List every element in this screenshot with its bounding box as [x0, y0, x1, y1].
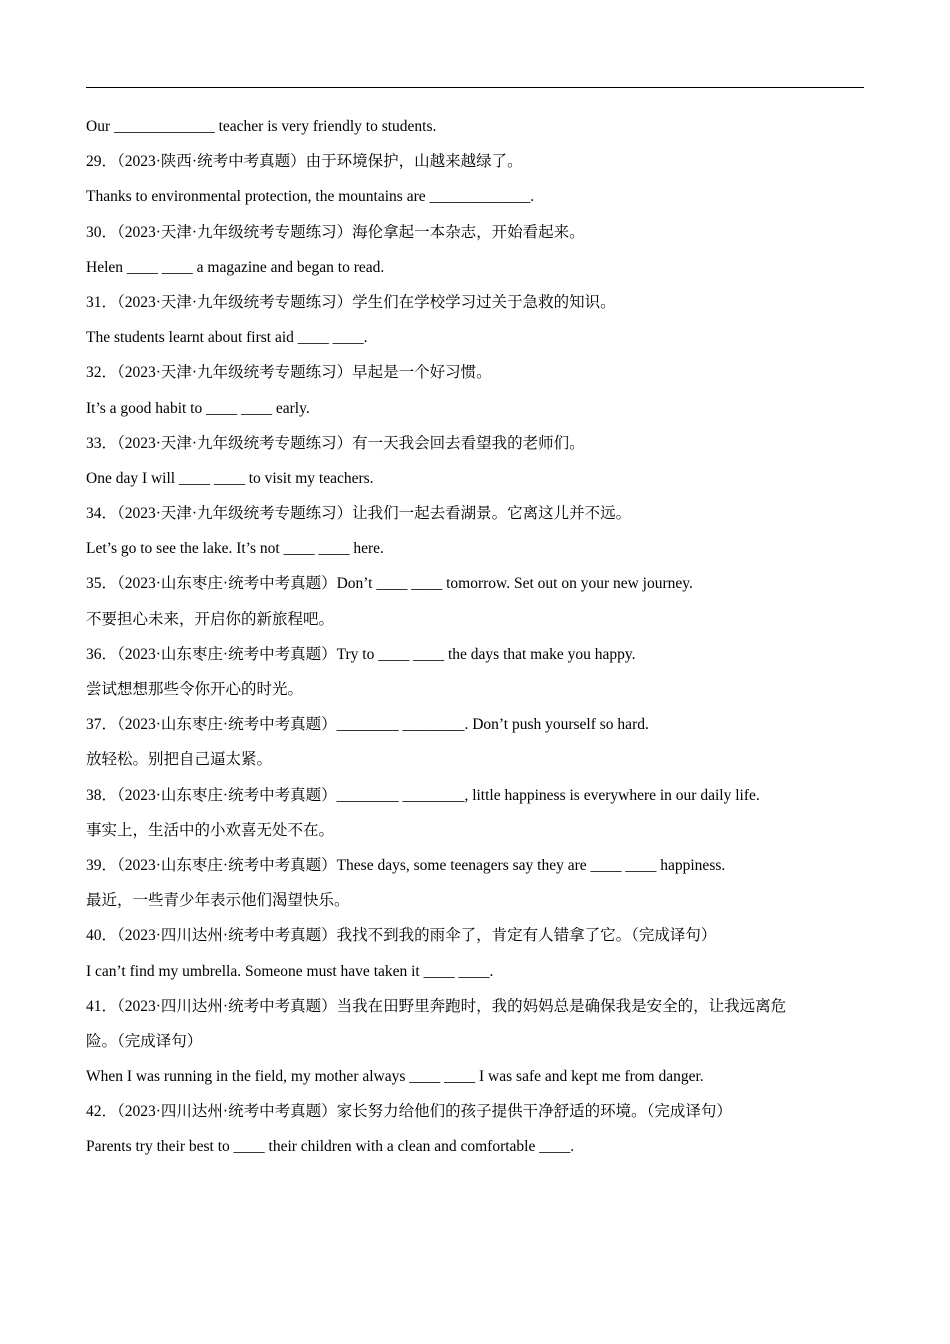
- text-line: 36．（2023·山东枣庄·统考中考真题）Try to ____ ____ the days that make you happy.: [86, 645, 636, 663]
- text-line: 40．（2023·四川达州·统考中考真题）我找不到我的雨伞了，肯定有人错拿了它。（完成译句）: [86, 927, 717, 945]
- exercise-lines: [86, 109, 864, 1165]
- text-line: It’s a good habit to ____ ____ early.: [86, 399, 310, 417]
- text-line: Helen ____ ____ a magazine and began to read.: [86, 258, 385, 276]
- text-line: 33．（2023·天津·九年级统考专题练习）有一天我会回去看望我的老师们。: [86, 434, 585, 452]
- text-line: Let’s go to see the lake. It’s not ____ ____ here.: [86, 540, 384, 558]
- text-line: 尝试想想那些令你开心的时光。: [86, 681, 304, 698]
- text-line: 34．（2023·天津·九年级统考专题练习）让我们一起去看湖景。它离这儿并不远。: [86, 505, 632, 523]
- text-line: 32．（2023·天津·九年级统考专题练习）早起是一个好习惯。: [86, 364, 492, 382]
- text-line: The students learnt about first aid ____ ____.: [86, 329, 368, 347]
- text-line: 29．（2023·陕西·统考中考真题）由于环境保护，山越来越绿了。: [86, 153, 523, 171]
- text-line: 险。（完成译句）: [86, 1032, 203, 1050]
- text-line: 放轻松。别把自己逼太紧。: [86, 751, 273, 769]
- text-line: 35．（2023·山东枣庄·统考中考真题）Don’t ____ ____ tomorrow. Set out on your new journey.: [86, 575, 693, 593]
- text-line: When I was running in the field, my mother always ____ ____ I was safe and kept me from danger.: [86, 1068, 704, 1086]
- header-rule: [86, 87, 864, 88]
- text-line: 最近，一些青少年表示他们渴望快乐。: [86, 892, 350, 910]
- text-line: 41．（2023·四川达州·统考中考真题）当我在田野里奔跑时，我的妈妈总是确保我是安全的，让我远离危: [86, 997, 787, 1015]
- text-line: 30．（2023·天津·九年级统考专题练习）海伦拿起一本杂志，开始看起来。: [86, 223, 585, 241]
- text-line: 31．（2023·天津·九年级统考专题练习）学生们在学校学习过关于急救的知识。: [86, 293, 616, 311]
- text-line: Our _____________ teacher is very friendly to students.: [86, 118, 437, 135]
- text-line: Thanks to environmental protection, the mountains are _____________.: [86, 188, 535, 206]
- text-line: 39．（2023·山东枣庄·统考中考真题）These days, some teenagers say they are ____ ____ happiness.: [86, 856, 726, 874]
- text-line: 事实上，生活中的小欢喜无处不在。: [86, 821, 335, 839]
- text-line: One day I will ____ ____ to visit my teachers.: [86, 469, 374, 487]
- text-line: 不要担心未来，开启你的新旅程吧。: [86, 610, 335, 628]
- text-line: Parents try their best to ____ their children with a clean and comfortable ____.: [86, 1138, 575, 1156]
- text-line: I can’t find my umbrella. Someone must have taken it ____ ____.: [86, 962, 494, 980]
- text-line: 42．（2023·四川达州·统考中考真题）家长努力给他们的孩子提供干净舒适的环境。（完成译句）: [86, 1103, 732, 1121]
- text-line: 37．（2023·山东枣庄·统考中考真题）________ ________. Don’t push yourself so hard.: [86, 716, 649, 734]
- text-line: 38．（2023·山东枣庄·统考中考真题）________ ________, little happiness is everywhere in our daily life.: [86, 786, 760, 804]
